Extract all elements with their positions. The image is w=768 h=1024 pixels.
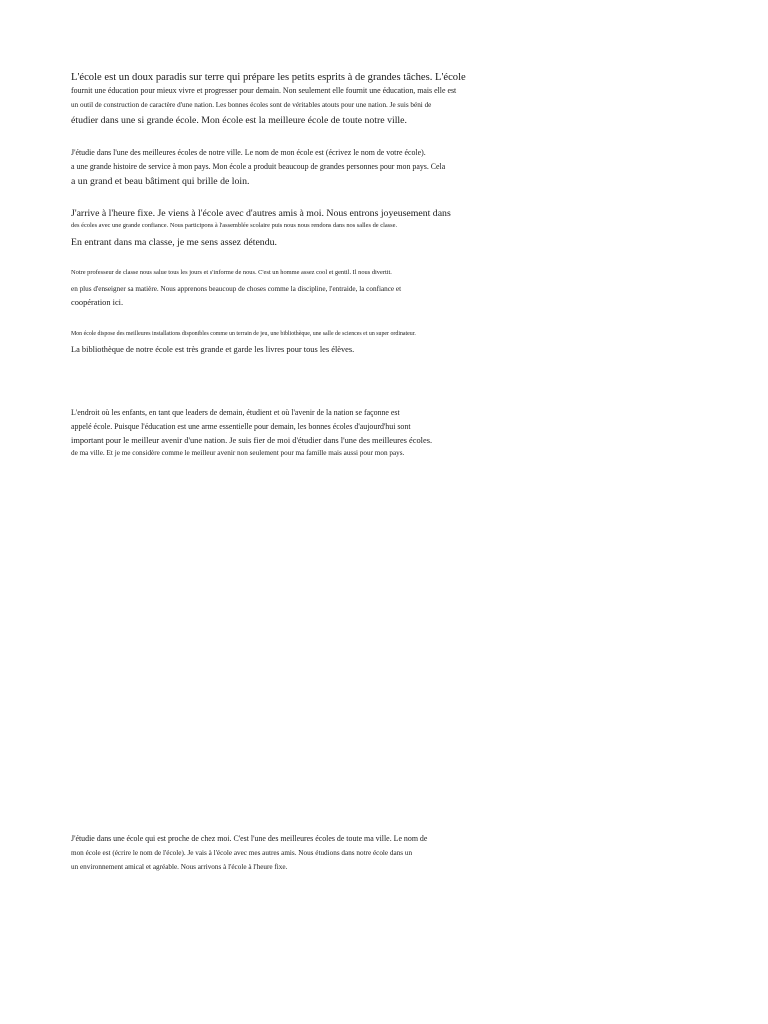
paragraph-4-line-1: Notre professeur de classe nous salue tous les jours et s'informe de nous. C'est un homme assez cool et gentil. Il nous divertit. bbox=[71, 269, 392, 276]
paragraph-3-line-3: En entrant dans ma classe, je me sens assez détendu. bbox=[71, 237, 277, 248]
paragraph-5-line-1: Mon école dispose des meilleures installations disponibles comme un terrain de jeu, une bibliothèque, une salle de sciences et un super ordinateur. bbox=[71, 331, 416, 337]
paragraph-4-line-2: en plus d'enseigner sa matière. Nous apprenons beaucoup de choses comme la discipline, l'entraide, la confiance et bbox=[71, 285, 402, 293]
paragraph-2-line-3: a un grand et beau bâtiment qui brille de loin. bbox=[71, 176, 250, 187]
paragraph-6-line-3: important pour le meilleur avenir d'une nation. Je suis fier de moi d'étudier dans l'une des meilleures écoles. bbox=[71, 436, 433, 445]
paragraph-3-line-2: des écoles avec une grande confiance. Nous participons à l'assemblée scolaire puis nous nous rendons dans nos salles de classe. bbox=[71, 222, 398, 229]
paragraph-7-line-3: un environnement amical et agréable. Nous arrivons à l'école à l'heure fixe. bbox=[71, 863, 288, 871]
paragraph-6-line-1: L'endroit où les enfants, en tant que leaders de demain, étudient et où l'avenir de la nation se façonne est bbox=[71, 408, 400, 417]
paragraph-1-line-3: un outil de construction de caractère d'une nation. Les bonnes écoles sont de véritables atouts pour une nation. Je suis béni de bbox=[71, 101, 432, 109]
paragraph-5 bbox=[71, 327, 551, 357]
paragraph-1-line-2: fournit une éducation pour mieux vivre et progresser pour demain. Non seulement elle fournit une éducation, mais elle est bbox=[71, 86, 457, 95]
paragraph-3-line-1: J'arrive à l'heure fixe. Je viens à l'école avec d'autres amis à moi. Nous entrons joyeusement dans bbox=[71, 208, 451, 219]
paragraph-6-line-2: appelé école. Puisque l'éducation est une arme essentielle pour demain, les bonnes écoles d'aujourd'hui sont bbox=[71, 422, 411, 431]
paragraph-4-line-3: coopération ici. bbox=[71, 298, 124, 307]
paragraph-5-line-2: La bibliothèque de notre école est très grande et garde les livres pour tous les élèves. bbox=[71, 345, 355, 354]
paragraph-7-line-1: J'étudie dans une école qui est proche de chez moi. C'est l'une des meilleures écoles de toute ma ville. Le nom de bbox=[71, 834, 428, 843]
paragraph-1-line-4: étudier dans une si grande école. Mon école est la meilleure école de toute notre ville. bbox=[71, 115, 407, 126]
paragraph-2-line-1: J'étudie dans l'une des meilleures écoles de notre ville. Le nom de mon école est (écrivez le nom de votre école). bbox=[71, 148, 426, 157]
paragraph-3 bbox=[71, 206, 551, 250]
paragraph-6 bbox=[71, 406, 551, 460]
paragraph-2-line-2: a une grande histoire de service à mon pays. Mon école a produit beaucoup de grandes personnes pour mon pays. Cela bbox=[71, 162, 446, 171]
paragraph-7 bbox=[71, 832, 551, 874]
paragraph-2 bbox=[71, 146, 551, 189]
paragraph-1 bbox=[71, 70, 551, 128]
paragraph-6-line-4: de ma ville. Et je me considère comme le meilleur avenir non seulement pour ma famille mais aussi pour mon pays. bbox=[71, 449, 405, 457]
paragraph-7-line-2: mon école est (écrire le nom de l'école). Je vais à l'école avec mes autres amis. Nous étudions dans notre école dans un bbox=[71, 849, 413, 857]
paragraph-1-line-1: L'école est un doux paradis sur terre qui prépare les petits esprits à de grandes tâches. L'école bbox=[71, 72, 466, 83]
paragraph-4 bbox=[71, 266, 551, 310]
